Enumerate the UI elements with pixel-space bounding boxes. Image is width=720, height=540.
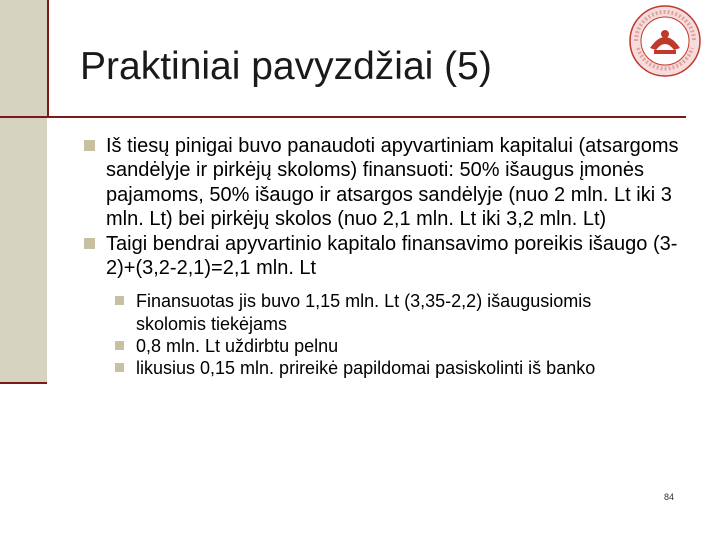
bullet-item [84, 232, 704, 281]
sub-bullet-text: likusius 0,15 mln. prireikė papildomai pasiskolinti iš banko [136, 358, 596, 379]
university-seal-logo [628, 4, 702, 78]
square-bullet-icon [115, 363, 124, 372]
left-band-rule [0, 382, 47, 384]
square-bullet-icon [84, 140, 95, 151]
square-bullet-icon [84, 238, 95, 249]
sub-bullet-item [84, 357, 624, 379]
sub-bullet-item [84, 290, 624, 335]
page-number: 84 [664, 492, 675, 502]
slide-title: Praktiniai pavyzdžiai (5) [80, 45, 492, 88]
square-bullet-icon [115, 296, 124, 305]
sub-bullet-text: Finansuotas jis buvo 1,15 mln. Lt (3,35-2,2) išaugusiomis skolomis tiekėjams [136, 291, 592, 334]
slide-content [84, 134, 704, 380]
sub-bullet-list [84, 290, 624, 379]
bullet-text: Iš tiesų pinigai buvo panaudoti apyvartiniam kapitalui (atsargoms sandėlyje ir pirkėjų skoloms) finansuoti: 50% išaugus įmonės pajamoms, 50% išaugo ir atsargos sandėlyje (nuo 2 mln. Lt iki 3 mln. Lt) bei pirkėjų skolos (nuo 2,1 mln. Lt iki 3,2 mln. Lt) [106, 135, 679, 231]
title-horizontal-rule [0, 116, 686, 118]
title-vertical-rule [47, 0, 49, 118]
square-bullet-icon [115, 341, 124, 350]
bullet-item [84, 134, 704, 232]
sub-bullet-text: 0,8 mln. Lt uždirbtu pelnu [136, 336, 339, 357]
sub-bullet-item [84, 335, 624, 357]
bullet-text: Taigi bendrai apyvartinio kapitalo finansavimo poreikis išaugo (3-2)+(3,2-2,1)=2,1 mln. Lt [106, 232, 678, 280]
left-decor-band [0, 0, 47, 384]
